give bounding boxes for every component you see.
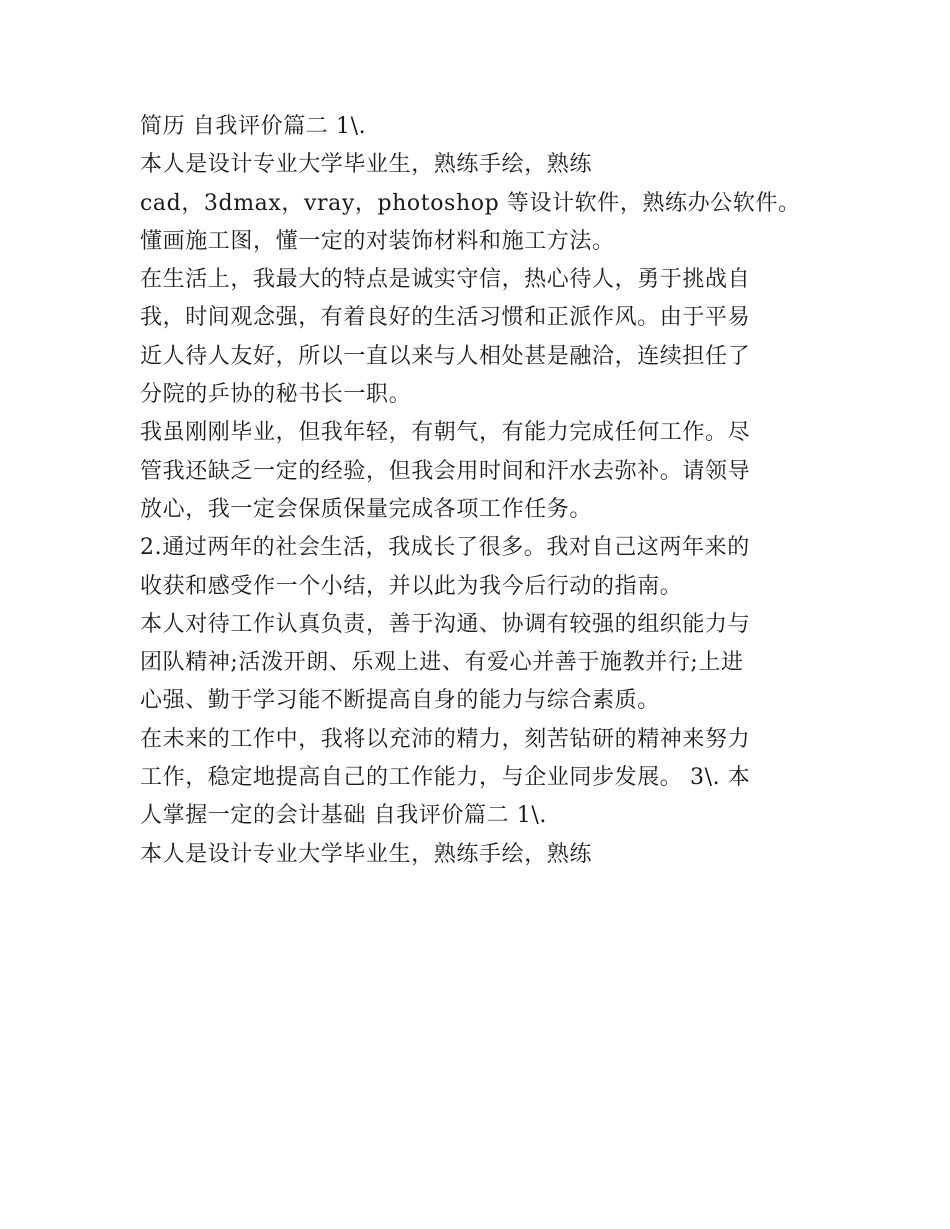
text-line: 管我还缺乏一定的经验，但我会用时间和汗水去弥补。请领导 [140,458,751,484]
text-line: 本人是设计专业大学毕业生，熟练手绘，熟练 [140,152,593,178]
text-line: 近人待人友好，所以一直以来与人相处甚是融洽，连续担任了 [140,343,751,369]
text-line: cad，3dmax，vray，photoshop 等设计软件，熟练办公软件。 [140,190,801,216]
text-line: 收获和感受作一个小结，并以此为我今后行动的指南。 [140,573,683,599]
text-line: 心强、勤于学习能不断提高自身的能力与综合素质。 [140,688,660,714]
text-line: 团队精神;活泼开朗、乐观上进、有爱心并善于施教并行;上进 [140,650,744,676]
text-line: 懂画施工图，懂一定的对装饰材料和施工方法。 [140,228,615,254]
text-line: 工作，稳定地提高自己的工作能力，与企业同步发展。 3\. 本 [140,765,751,791]
text-line: 在未来的工作中，我将以充沛的精力，刻苦钻研的精神来努力 [140,726,751,752]
text-line: 分院的乒协的秘书长一职。 [140,382,412,408]
text-line: 本人是设计专业大学毕业生，熟练手绘，熟练 [140,841,593,867]
text-line: 放心，我一定会保质保量完成各项工作任务。 [140,496,593,522]
text-line: 人掌握一定的会计基础 自我评价篇二 1\. [140,803,547,829]
document-body [140,108,820,874]
text-line: 2.通过两年的社会生活，我成长了很多。我对自己这两年来的 [140,535,750,561]
text-line: 在生活上，我最大的特点是诚实守信，热心待人，勇于挑战自 [140,267,751,293]
text-line: 简历 自我评价篇二 1\. [140,114,367,139]
text-line: 我虽刚刚毕业，但我年轻，有朝气，有能力完成任何工作。尽 [140,420,751,446]
text-line: 我，时间观念强，有着良好的生活习惯和正派作风。由于平易 [140,305,751,331]
text-line: 本人对待工作认真负责，善于沟通、协调有较强的组织能力与 [140,611,751,637]
